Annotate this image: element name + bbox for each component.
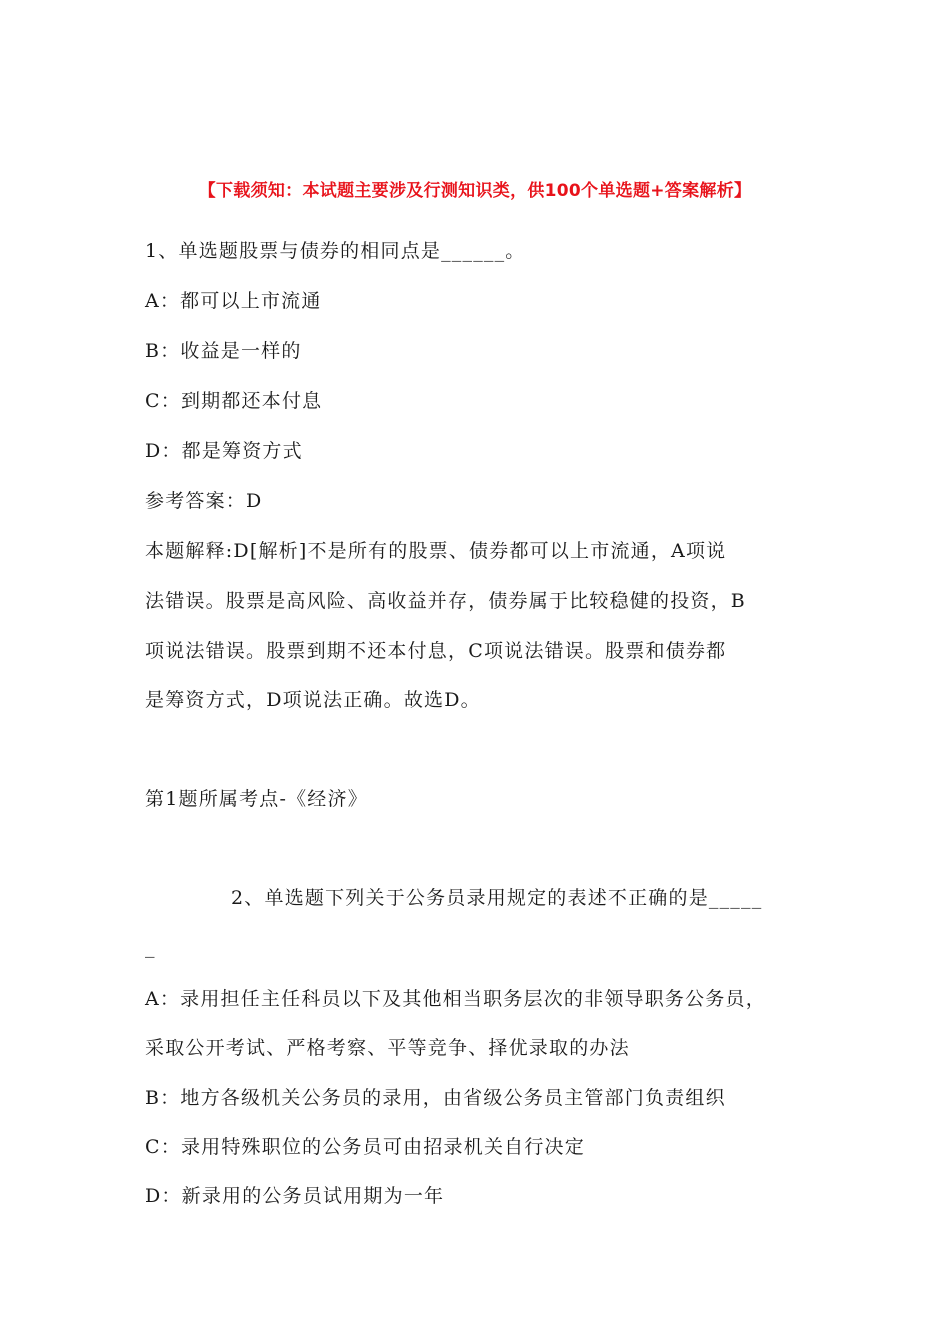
question-2-option-a-line-2: 采取公开考试、严格考察、平等竞争、择优录取的办法 bbox=[145, 1037, 630, 1059]
question-1-option-d: D：都是筹资方式 bbox=[145, 440, 303, 462]
question-2-option-d: D：新录用的公务员试用期为一年 bbox=[145, 1185, 445, 1207]
question-1-topic: 第1题所属考点-《经济》 bbox=[145, 788, 368, 810]
download-notice: 【下载须知：本试题主要涉及行测知识类，供100个单选题+答案解析】 bbox=[198, 181, 752, 201]
question-1-explanation-line-2: 法错误。股票是高风险、高收益并存，债券属于比较稳健的投资，B bbox=[145, 590, 746, 612]
question-2-option-a-line-1: A：录用担任主任科员以下及其他相当职务层次的非领导职务公务员， bbox=[145, 988, 766, 1010]
question-1-explanation-line-1: 本题解释:D[解析]不是所有的股票、债券都可以上市流通，A项说 bbox=[145, 540, 727, 562]
question-1-explanation-line-3: 项说法错误。股票到期不还本付息，C项说法错误。股票和债券都 bbox=[145, 640, 727, 662]
question-2-option-c: C：录用特殊职位的公务员可由招录机关自行决定 bbox=[145, 1136, 585, 1158]
question-2-stem-line-2: _ bbox=[145, 936, 156, 958]
question-1-stem: 1、单选题股票与债券的相同点是______。 bbox=[145, 240, 526, 262]
question-1-option-b: B：收益是一样的 bbox=[145, 340, 302, 362]
question-2-stem-line-1: 2、单选题下列关于公务员录用规定的表述不正确的是_____ bbox=[231, 887, 763, 909]
question-1-option-a: A：都可以上市流通 bbox=[145, 290, 322, 312]
question-1-answer: 参考答案：D bbox=[145, 490, 263, 512]
question-1-option-c: C：到期都还本付息 bbox=[145, 390, 323, 412]
question-2-option-b: B：地方各级机关公务员的录用，由省级公务员主管部门负责组织 bbox=[145, 1087, 726, 1109]
question-1-explanation-line-4: 是筹资方式，D项说法正确。故选D。 bbox=[145, 689, 481, 711]
